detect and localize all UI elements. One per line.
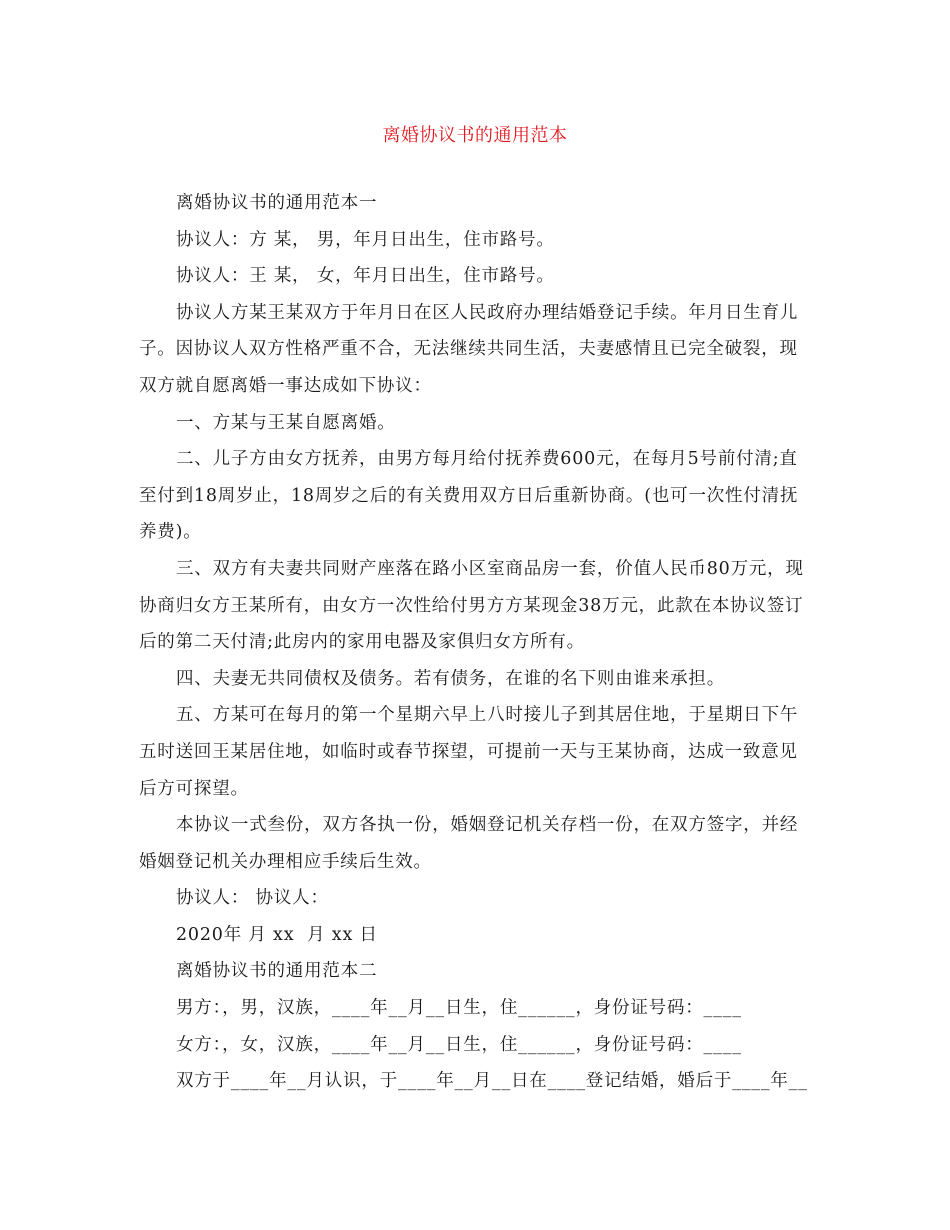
- background-paragraph: 协议人方某王某双方于年月日在区人民政府办理结婚登记手续。年月日生育儿子。因协议人双方性格严重不合，无法继续共同生活，夫妻感情且已完全破裂，现双方就自愿离婚一事达成如下协议：: [139, 302, 799, 396]
- document-body: [139, 185, 811, 1100]
- clause-2: 二、儿子方由女方抚养，由男方每月给付抚养费600元，在每月5号前付清;直至付到18周岁止，18周岁之后的有关费用双方日后重新协商。(也可一次性付清抚养费)。: [139, 449, 799, 543]
- marriage-history-line: 双方于____年__月认识，于____年__月__日在____登记结婚，婚后于____年__: [176, 1071, 808, 1092]
- section-heading-1: 离婚协议书的通用范本一: [176, 193, 378, 213]
- clause-4: 四、夫妻无共同债权及债务。若有债务，在谁的名下则由谁来承担。: [176, 668, 725, 689]
- female-party-line: 女方：，女，汉族，____年__月__日生，住______，身份证号码：____: [176, 1034, 742, 1055]
- effect-clause: 本协议一式叁份，双方各执一份，婚姻登记机关存档一份，在双方签字，并经婚姻登记机关办理相应手续后生效。: [139, 815, 799, 872]
- section-heading-2: 离婚协议书的通用范本二: [176, 961, 378, 982]
- date-line: 2020年 月 xx 月 xx 日: [176, 924, 378, 945]
- document-title: 离婚协议书的通用范本: [382, 125, 568, 146]
- signature-line: 协议人： 协议人：: [176, 888, 329, 909]
- party-1-line: 协议人：方 某， 男，年月日出生，住市路号。: [176, 229, 555, 250]
- party-2-line: 协议人：王 某， 女，年月日出生，住市路号。: [176, 266, 555, 287]
- clause-5: 五、方某可在每月的第一个星期六早上八时接儿子到其居住地，于星期日下午五时送回王某居住地，如临时或春节探望，可提前一天与王某协商，达成一致意见后方可探望。: [139, 705, 799, 799]
- clause-3: 三、双方有夫妻共同财产座落在路小区室商品房一套，价值人民币80万元，现协商归女方王某所有，由女方一次性给付男方方某现金38万元，此款在本协议签订后的第二天付清;此房内的家用电器及家俱归女方所有。: [139, 558, 804, 653]
- clause-1: 一、方某与王某自愿离婚。: [176, 412, 396, 433]
- male-party-line: 男方：，男，汉族，____年__月__日生，住______，身份证号码：____: [176, 998, 742, 1019]
